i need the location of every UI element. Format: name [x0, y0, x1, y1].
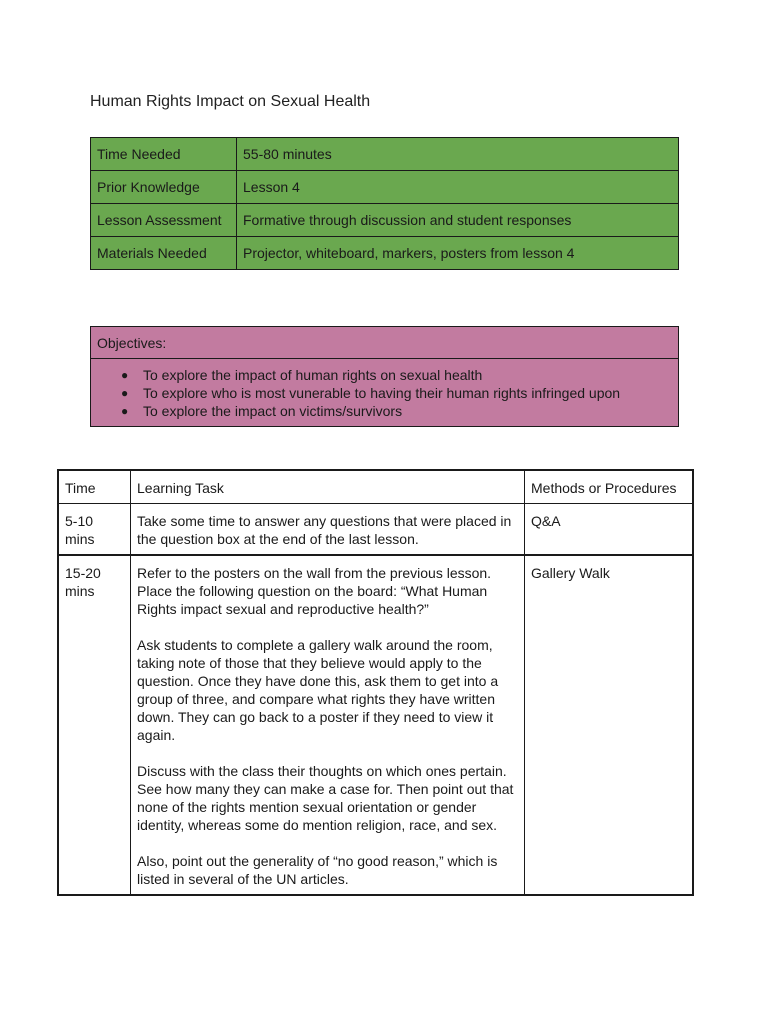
- info-value: Formative through discussion and student responses: [237, 204, 679, 237]
- row-task: [131, 555, 525, 895]
- objectives-list: [97, 366, 672, 420]
- info-row-time: [91, 138, 679, 171]
- row-time: 15-20 mins: [58, 555, 131, 895]
- table-row: [58, 555, 693, 895]
- bullet-icon: ●: [121, 404, 129, 418]
- header-methods: Methods or Procedures: [525, 470, 694, 504]
- task-paragraph: Discuss with the class their thoughts on which ones pertain. See how many they can make a case for. Then point out that none of the rights mention sexual orientation or gender identity, whereas some do mention religion, race, and sex.: [137, 763, 514, 833]
- info-label: Lesson Assessment: [91, 204, 237, 237]
- objectives-heading: Objectives:: [91, 327, 679, 359]
- header-task: Learning Task: [131, 470, 525, 504]
- row-methods: Gallery Walk: [525, 555, 694, 895]
- info-row-prior-knowledge: [91, 171, 679, 204]
- info-value: Projector, whiteboard, markers, posters from lesson 4: [237, 237, 679, 270]
- info-row-assessment: [91, 204, 679, 237]
- info-label: Prior Knowledge: [91, 171, 237, 204]
- task-paragraph: Also, point out the generality of “no good reason,” which is listed in several of the UN articles.: [137, 853, 498, 887]
- objective-text: To explore the impact of human rights on sexual health: [143, 367, 483, 383]
- bullet-icon: ●: [121, 386, 129, 400]
- objectives-cell: [91, 359, 679, 427]
- task-paragraph: Refer to the posters on the wall from the previous lesson. Place the following question on the board: “What Human Rights impact sexual and reproductive health?”: [137, 565, 492, 617]
- page-title: Human Rights Impact on Sexual Health: [90, 93, 371, 110]
- objective-item: [121, 366, 672, 384]
- objective-item: [121, 384, 672, 402]
- lesson-plan-table: [57, 469, 694, 896]
- info-label: Materials Needed: [91, 237, 237, 270]
- table-row: [58, 504, 693, 556]
- objectives-table: [90, 326, 679, 427]
- bullet-icon: ●: [121, 368, 129, 382]
- info-value: Lesson 4: [237, 171, 679, 204]
- objective-item: [121, 402, 672, 420]
- info-row-materials: [91, 237, 679, 270]
- row-task: [131, 504, 525, 556]
- header-time: Time: [58, 470, 131, 504]
- row-methods: Q&A: [525, 504, 694, 556]
- task-paragraph: Ask students to complete a gallery walk around the room, taking note of those that they believe would apply to the question. Once they have done this, ask them to get into a group of three, and compare what rights they have written down. They can go back to a poster if they need to view it again.: [137, 637, 499, 743]
- info-value: 55-80 minutes: [237, 138, 679, 171]
- row-time: 5-10 mins: [58, 504, 131, 556]
- task-paragraph: Take some time to answer any questions that were placed in the question box at the end of the last lesson.: [137, 513, 512, 547]
- info-label: Time Needed: [91, 138, 237, 171]
- objective-text: To explore the impact on victims/survivors: [143, 403, 403, 419]
- lesson-info-table: [90, 137, 679, 270]
- objective-text: To explore who is most vunerable to having their human rights infringed upon: [143, 385, 621, 401]
- table-header-row: [58, 470, 693, 504]
